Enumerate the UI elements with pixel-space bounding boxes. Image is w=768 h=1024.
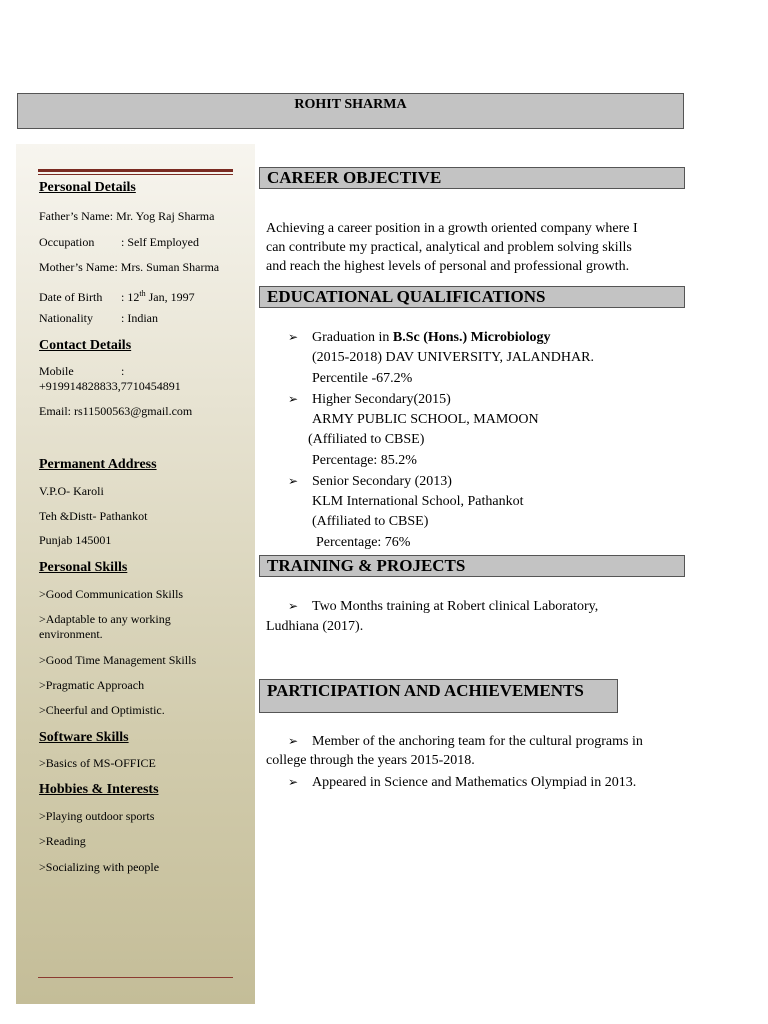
mothers-name-value: : Mrs. Suman Sharma bbox=[114, 260, 220, 274]
dob-value-prefix: : 12 bbox=[121, 290, 140, 304]
education-ss-line4: Percentage: 76% bbox=[316, 535, 411, 550]
education-hs-line2: ARMY PUBLIC SCHOOL, MAMOON bbox=[312, 412, 539, 427]
occupation-label: Occupation bbox=[39, 235, 95, 249]
occupation-value: : Self Employed bbox=[121, 235, 199, 249]
personal-details-heading: Personal Details bbox=[39, 180, 136, 195]
personal-skill-item: >Adaptable to any working environment. bbox=[39, 612, 171, 641]
participation-item1-line1 bbox=[288, 731, 643, 752]
dob-label: Date of Birth bbox=[39, 290, 103, 304]
permanent-address-heading: Permanent Address bbox=[39, 457, 157, 472]
address-line-2: Teh &Distt- Pathankot bbox=[39, 509, 148, 523]
mobile-colon: : bbox=[121, 364, 125, 378]
participation-title: PARTICIPATION AND ACHIEVEMENTS bbox=[267, 681, 584, 700]
career-objective-line: can contribute my practical, analytical and problem solving skills bbox=[266, 240, 632, 255]
occupation-row bbox=[39, 235, 244, 250]
software-skill-item: >Basics of MS-OFFICE bbox=[39, 756, 156, 770]
training-heading bbox=[259, 555, 685, 577]
personal-skill-item: >Pragmatic Approach bbox=[39, 678, 145, 692]
dob-value-suffix: Jan, 1997 bbox=[145, 290, 195, 304]
fathers-name-label: Father’s Name bbox=[39, 209, 110, 223]
education-hs-line3: (Affiliated to CBSE) bbox=[308, 432, 425, 447]
participation-item2-text: Appeared in Science and Mathematics Olympiad in 2013. bbox=[312, 775, 637, 790]
email-row: Email: rs11500563@gmail.com bbox=[39, 404, 193, 418]
address-line-3: Punjab 145001 bbox=[39, 533, 112, 547]
contact-details-heading: Contact Details bbox=[39, 338, 132, 353]
sidebar-top-rule bbox=[38, 169, 233, 172]
nationality-row bbox=[39, 311, 244, 326]
ss-title: Senior Secondary (2013) bbox=[312, 474, 452, 489]
education-heading bbox=[259, 286, 685, 308]
participation-heading bbox=[259, 679, 618, 713]
training-line2: Ludhiana (2017). bbox=[266, 619, 364, 634]
personal-skill-item: >Good Communication Skills bbox=[39, 587, 184, 601]
bullet-arrow-icon: ➢ bbox=[288, 599, 299, 613]
personal-skill-item: >Cheerful and Optimistic. bbox=[39, 703, 165, 717]
mobile-row bbox=[39, 364, 244, 379]
education-title: EDUCATIONAL QUALIFICATIONS bbox=[267, 287, 546, 306]
education-ss-line1 bbox=[288, 471, 452, 492]
education-grad-line2: (2015-2018) DAV UNIVERSITY, JALANDHAR. bbox=[312, 350, 594, 365]
education-ss-line2: KLM International School, Pathankot bbox=[312, 494, 524, 509]
bullet-arrow-icon: ➢ bbox=[288, 330, 299, 344]
mobile-value: +919914828833,7710454891 bbox=[39, 379, 181, 393]
career-objective-text bbox=[266, 219, 686, 276]
education-grad-line1 bbox=[288, 327, 551, 348]
name-header bbox=[17, 93, 684, 129]
education-hs-line4: Percentage: 85.2% bbox=[312, 453, 417, 468]
hobby-item: >Socializing with people bbox=[39, 860, 160, 874]
mobile-label: Mobile bbox=[39, 364, 74, 378]
training-line1 bbox=[288, 596, 598, 617]
address-line-1: V.P.O- Karoli bbox=[39, 484, 104, 498]
sidebar-top-rule-thin bbox=[38, 174, 233, 175]
mothers-name-row bbox=[39, 260, 244, 275]
hobby-item: >Playing outdoor sports bbox=[39, 809, 155, 823]
bullet-arrow-icon: ➢ bbox=[288, 775, 299, 789]
mothers-name-label: Mother’s Name bbox=[39, 260, 115, 274]
education-ss-line3: (Affiliated to CBSE) bbox=[312, 514, 429, 529]
candidate-name: ROHIT SHARMA bbox=[294, 97, 407, 112]
hobby-item: >Reading bbox=[39, 834, 86, 848]
training-text: Two Months training at Robert clinical Laboratory, bbox=[312, 599, 599, 614]
sidebar-bottom-rule bbox=[38, 977, 233, 978]
fathers-name-row bbox=[39, 209, 244, 224]
bullet-arrow-icon: ➢ bbox=[288, 392, 299, 406]
hs-title: Higher Secondary(2015) bbox=[312, 392, 451, 407]
grad-prefix: Graduation in bbox=[312, 330, 393, 345]
career-objective-line: and reach the highest levels of personal and professional growth. bbox=[266, 259, 630, 274]
participation-item1-line2: college through the years 2015-2018. bbox=[266, 753, 475, 768]
dob-value-sup: th bbox=[139, 289, 146, 298]
career-objective-heading bbox=[259, 167, 685, 189]
bullet-arrow-icon: ➢ bbox=[288, 474, 299, 488]
education-grad-line3: Percentile -67.2% bbox=[312, 371, 413, 386]
career-objective-title: CAREER OBJECTIVE bbox=[267, 168, 442, 187]
sidebar bbox=[16, 144, 255, 1004]
personal-skills-heading: Personal Skills bbox=[39, 560, 128, 575]
fathers-name-value: : Mr. Yog Raj Sharma bbox=[109, 209, 215, 223]
personal-skill-item: >Good Time Management Skills bbox=[39, 653, 197, 667]
training-title: TRAINING & PROJECTS bbox=[267, 556, 466, 575]
grad-degree: B.Sc (Hons.) Microbiology bbox=[392, 330, 551, 345]
education-hs-line1 bbox=[288, 389, 451, 410]
hobbies-heading: Hobbies & Interests bbox=[39, 782, 159, 797]
nationality-value: : Indian bbox=[121, 311, 158, 325]
bullet-arrow-icon: ➢ bbox=[288, 734, 299, 748]
career-objective-line: Achieving a career position in a growth oriented company where I bbox=[266, 221, 638, 236]
participation-item2 bbox=[288, 772, 636, 793]
participation-item1-text: Member of the anchoring team for the cultural programs in bbox=[312, 734, 643, 749]
software-skills-heading: Software Skills bbox=[39, 730, 129, 745]
dob-row bbox=[39, 286, 244, 305]
nationality-label: Nationality bbox=[39, 311, 93, 325]
